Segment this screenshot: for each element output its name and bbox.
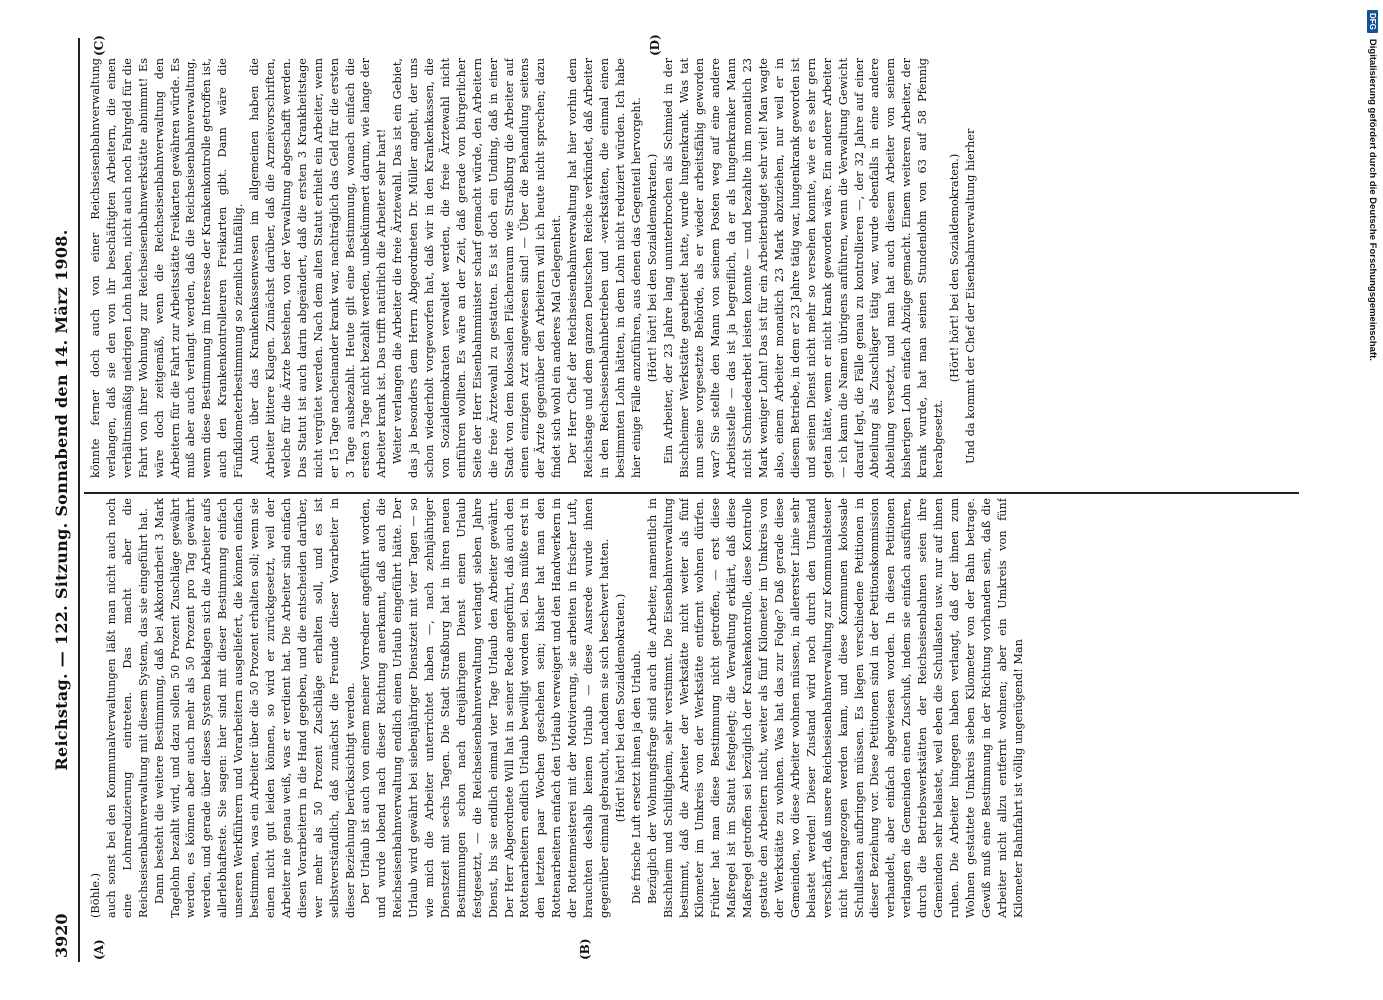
digitization-credit [1362,10,1380,990]
paragraph: Weiter verlangen die Arbeiter die freie Ärztewahl. Das ist ein Gebiet, das ja besonders dem Herrn Abgeordneten Dr. Müller angeht, der uns schon wiederholt vorgeworfen hat, daß wir in den Krankenkassen, die von Sozialdemokraten verwaltet werden, die freie Ärztewahl nicht einführen wollten. Es wäre an der Zeit, daß gerade von bürgerlicher Seite der Herr Eisenbahnminister scharf gemacht würde, den Arbeitern die freie Ärztewahl zu gestatten. Es ist doch ein Unding, daß in einer Stadt von dem kolossalen Flächenraum wie Straßburg die Arbeiter auf einen einzigen Arzt angewiesen sind! — Über die Behandlung seitens der Ärzte gegenüber den Arbeitern will ich heute nicht sprechen; dazu findet sich wohl ein anderes Mal Gelegenheit. [391,58,564,478]
page-number: 3920 [52,913,71,958]
paragraph: Ein Arbeiter, der 23 Jahre lang ununterbrochen als Schmied in der Bischheimer Werkstätte gearbeitet hatte, wurde lungenkrank. Was tat nun seine vorgesetzte Behörde, als er wieder arbeitsfähig geworden war? Sie stellte den Mann von seinem Posten weg auf eine andere Arbeitsstelle — das ist ja begreiflich, da er als lungenkranker Mann nicht Schmiedearbeit leisten konnte — und bezahlte ihm monatlich 23 Mark weniger Lohn! Das ist für ein Arbeiterbudget sehr viel! Man wagte also, einem Arbeiter monatlich 23 Mark abzuziehen, nur weil er in diesem Betriebe, in dem er 23 Jahre tätig war, lungenkrank geworden ist und seinen Dienst nicht mehr so versehen konnte, wie er es sehr gern getan hätte, wenn er nicht krank geworden wäre. Ein anderer Arbeiter — ich kann die Namen übrigens anführen, wenn die Verwaltung Gewicht darauf legt, die Fälle genau zu kontrollieren —, der 32 Jahre auf einer Abteilung als Zuschläger tätig war, wurde ebenfalls in eine andere Abteilung versetzt, und man hat auch diesem Arbeiter von seinem bisherigen Lohn einfach Abzüge gemacht. Einem weiteren Arbeiter, der krank wurde, hat man seinen Stundenlohn von 63 auf 58 Pfennig herabgesetzt. [661,58,946,478]
interjection: (Hört! hört! bei den Sozialdemokraten.) [645,153,659,383]
header-rule [78,38,80,962]
page-header [48,38,76,962]
paragraph: könnte ferner doch auch von einer Reichseisenbahnverwaltung verlangen, daß sie den von ihr beschäftigten Arbeitern, die einen verhältnismäßig niedrigen Lohn haben, nicht auch noch Fahrgeld für die Fahrt von ihrer Wohnung zur Reichseisenbahnwerkstätte abnimmt! Es wäre doch zeitgemäß, wenn die Reichseisenbahnverwaltung den Arbeitern für die Fahrt zur Arbeitsstätte Freikarten gewähren würde. Es muß aber auch verlangt werden, daß die Reichseisenbahnverwaltung, wenn diese Bestimmung im Interesse der Krankenkontrolle getroffen ist, auch den Krankenkontrolleuren Freikarten gibt. Dann wäre die Fünfkilometerbestimmung so ziemlich hinfällig. [89,58,246,478]
margin-marker-a: (A) [92,939,106,960]
margin-marker-b: (B) [578,938,592,960]
interjection: (Hört! hört! bei den Sozialdemokraten.) [613,593,627,823]
speaker-tag: (Böhle.) [89,872,102,918]
paragraph: Der Urlaub ist auch von einem meiner Vorredner angeführt worden, und wurde lobend nach dieser Richtung anerkannt, daß auch die Reichseisenbahnverwaltung endlich einen Urlaub eingeführt hätte. Der Urlaub wird gewährt bei siebenjähriger Dienstzeit mit vier Tagen — so wie mich die Arbeiter unterrichtet haben —, nach zehnjähriger Dienstzeit mit sechs Tagen. Die Stadt Straßburg hat in ihren neuen Bestimmungen schon nach dreijährigem Dienst einen Urlaub festgesetzt, — die Reichseisenbahnverwaltung verlangt sieben Jahre Dienst, bis sie endlich einmal vier Tage Urlaub den Arbeiter gewährt. Der Herr Abgeordnete Will hat in seiner Rede angeführt, daß auch den Rottenarbeitern endlich Urlaub bewilligt worden sei. Das müßte erst in den letzten paar Wochen geschehen sein; bisher hat man den Rottenarbeitern einfach den Urlaub verweigert und den Handwerkern in der Rottenmeisterei mit der Motivierung, sie arbeiten in frischer Luft, brauchten deshalb keinen Urlaub — diese Ausrede wurde ihnen gegenüber einmal gebraucht, nachdem sie sich beschwert hatten. [359,498,611,918]
margin-marker-d: (D) [648,34,662,56]
rotated-page-content [48,34,1308,962]
margin-marker-c: (C) [92,35,106,56]
paragraph: Dann besteht die weitere Bestimmung, daß bei Akkordarbeit 3 Mark Tagelohn bezahlt wird, und dazu sollen 50 Prozent Zuschläge gewährt werden, es können aber auch mehr als 50 Prozent pro Tag gewährt werden, und gerade über dieses System beklagen sich die Arbeiter aufs allerlebhafteste. Sie sagen: hier sind mit dieser Bestimmung einfach unseren Werkführern und Vorarbeitern ausgeliefert, die können einfach bestimmen, was ein Arbeiter über die 50 Prozent erhalten soll; wenn sie einen nicht gut leiden können, so wird er zurückgesetzt, weil der Arbeiter nie genau weiß, was er verdient hat. Die Arbeiter sind einfach diesen Vorarbeitern in die Hand gegeben, und die entscheiden darüber, wer mehr als 50 Prozent Zuschläge erhalten soll, und es ist selbstverständlich, daß zunächst die Freunde dieser Vorarbeiter in dieser Beziehung berücksichtigt werden. [152,498,357,918]
text-column-right [88,58,1298,478]
paragraph: Auch über das Krankenkassenwesen im allgemeinen haben die Arbeiter bittere Klagen. Zunächst darüber, daß die Arzneivorschriften, welche für die Ärzte bestehen, von der Verwaltung abgeschafft werden. Das Statut ist auch darin abgeändert, daß die ersten 3 Krankheitstage nicht vergütet werden. Nach dem alten Statut erhielt ein Arbeiter, wenn er 15 Tage nacheinander krank war, nachträglich das Geld für die ersten 3 Tage ausbezahlt. Heute gilt eine Bestimmung, wonach einfach die ersten 3 Tage nicht bezahlt werden, unbekümmert darum, wie lange der Arbeiter krank ist. Das trifft natürlich die Arbeiter sehr hart! [248,58,389,478]
dfg-logo: DFG [1367,10,1378,33]
credit-text: Digitalisierung gefördert durch die Deutsche Forschungsgemeinschaft. [1367,38,1378,361]
paragraph: Bezüglich der Wohnungsfrage sind auch die Arbeiter, namentlich in Bischheim und Schiltigheim, sehr verstimmt. Die Eisenbahnverwaltung bestimmt, daß die Arbeiter der Werkstätte nicht weiter als fünf Kilometer im Umkreis von der Werkstätte entfernt wohnen dürfen. Früher hat man diese Bestimmung nicht getroffen, — erst diese Maßregel ist im Statut festgelegt; die Verwaltung erklärt, daß diese Maßregel getroffen sei bezüglich der Krankenkontrolle, diese Kontrolle gestatte den Arbeitern nicht, weiter als fünf Kilometer im Umkreis von der Werkstätte zu wohnen. Was hat das zur Folge? Daß gerade diese Gemeinden, wo diese Arbeiter wohnen müssen, in allererster Linie sehr belastet werden! Dieser Zustand wird noch durch den Umstand verschärft, daß unsere Reichseisenbahnverwaltung zur Kommunalsteuer nicht herangezogen werden kann, und diese Kommunen kolossale Schullasten aufbringen müssen. Es liegen verschiedene Petitionen in dieser Beziehung vor. Diese Petitionen sind in der Petitionskommission verhandelt, aber einfach abgewiesen worden. In diesen Petitionen verlangen die Gemeinden einen Zuschuß, indem sie einfach ausführen, durch die Betriebswerkstätten der Reichseisenbahnen seien ihre Gemeinden sehr belastet, weil eben die Schullasten usw. nur auf ihnen ruhen. Die Arbeiter hingegen haben verlangt, daß der ihnen zum Wohnen gestattete Umkreis sieben Kilometer von der Bahn betrage. Gewiß muß eine Bestimmung in der Richtung vorhanden sein, daß die Arbeiter nicht allzu entfernt wohnen; aber ein Umkreis von fünf Kilometer Bahnfahrt ist völlig ungenügend! Man [645,498,1025,918]
page-title: Reichstag. — 122. Sitzung. Sonnabend den 14. März 1908. [52,229,71,771]
interjection: (Hört! hört! bei den Sozialdemokraten.) [947,153,961,383]
paragraph: Und da kommt der Chef der Eisenbahnverwaltung hierher [963,128,977,464]
paragraph: Der Herr Chef der Reichseisenbahnverwaltung hat hier vorhin dem Reichstage und dem ganzen Deutschen Reiche verkündet, daß Arbeiter in den Reichseisenbahnbetrieben und -werkstätten, die einmal einen bestimmten Lohn hätten, in dem Lohn nicht reduziert würden. Ich habe hier einige Fälle anzuführen, aus denen das Gegenteil hervorgeht. [566,58,643,478]
paragraph: Die frische Luft ersetzt ihnen ja den Urlaub. [629,650,643,904]
text-column-left [88,498,1298,918]
column-divider [84,493,1299,495]
paragraph: auch sonst bei den Kommunalverwaltungen läßt man nicht auch noch eine Lohnreduzierung eintreten. Das macht aber die Reichseisenbahnverwaltung mit diesem System, das sie eingeführt hat. [104,498,150,918]
